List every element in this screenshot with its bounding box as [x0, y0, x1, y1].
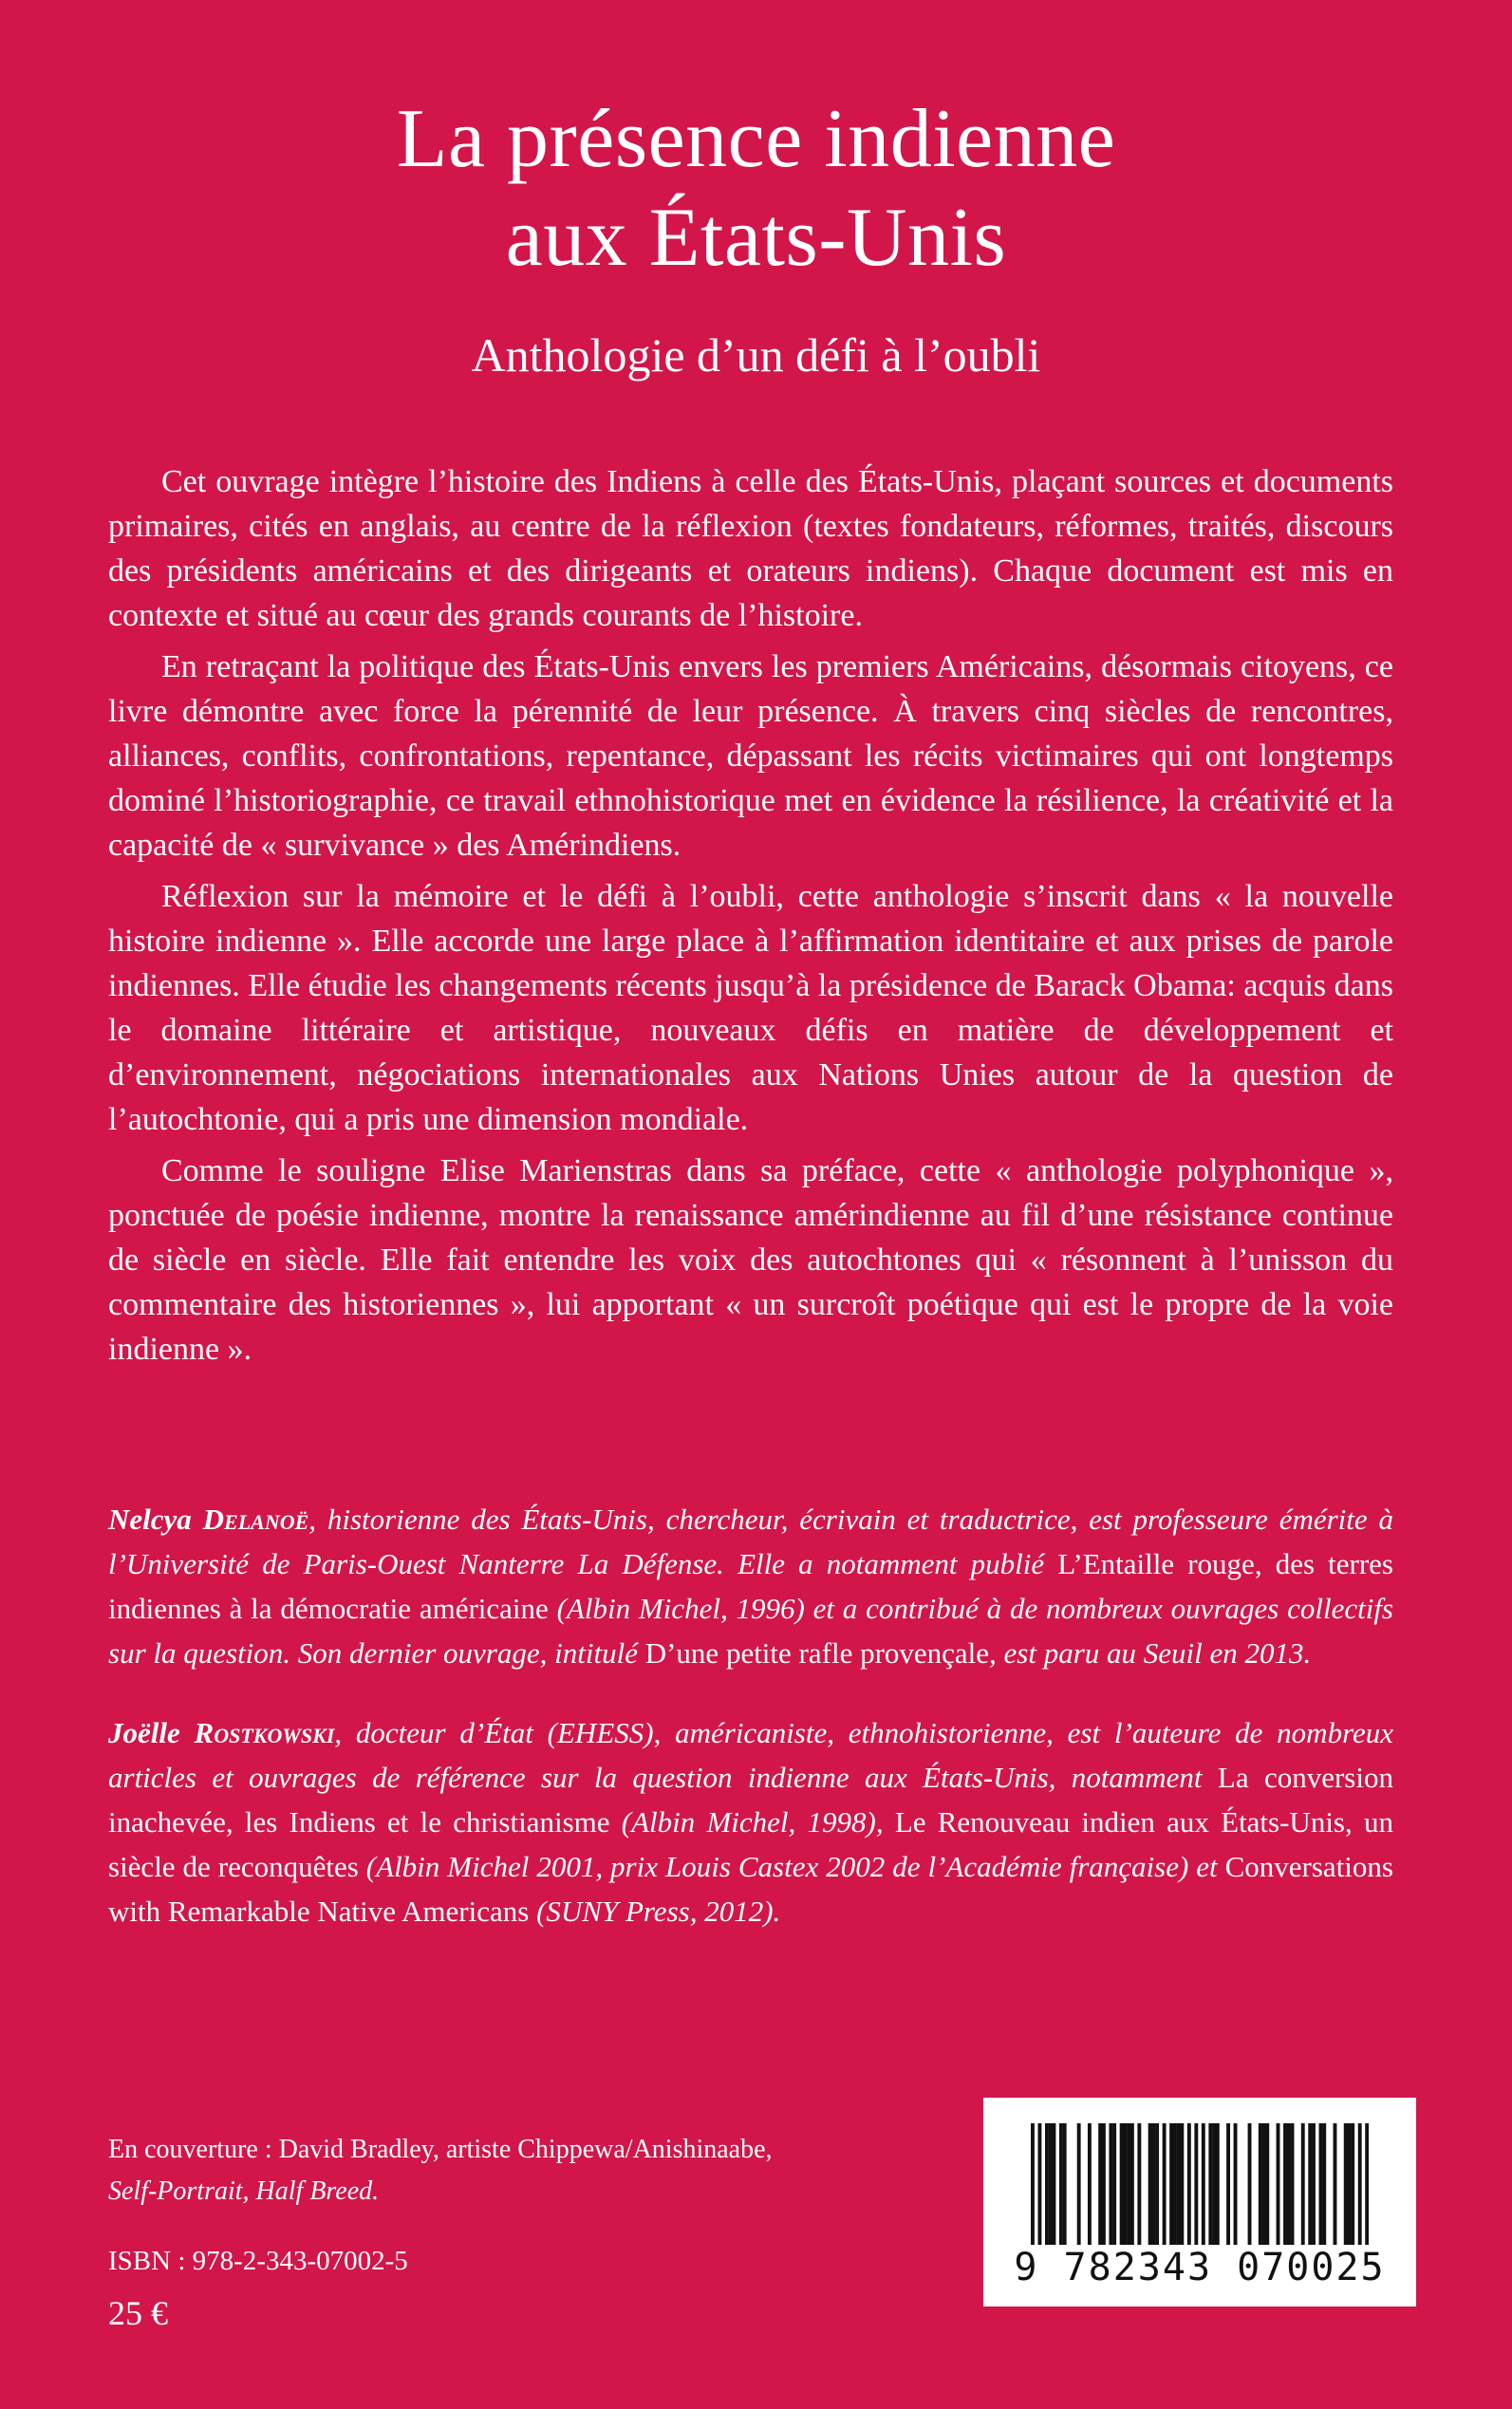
book-reference: Conversations with Remarkable Native Americans	[108, 1850, 1393, 1928]
bio-text: (SUNY Press, 2012).	[529, 1895, 781, 1928]
barcode-bar	[1155, 2123, 1159, 2245]
bio-text: , est paru au Seuil en 2013.	[989, 1636, 1312, 1670]
book-reference: L’Entaille rouge, des terres indiennes à la démocratie américaine	[108, 1547, 1393, 1625]
blurb-paragraph: Comme le souligne Elise Marienstras dans sa préface, cette « anthologie polyphonique », ponctuée de poésie indienne, montre la renaissance amérindienne au fil d’une résistance continue de siècle en siècle. Elle fait entendre les voix des autochtones qui « résonnent à l’unisson du commentaire des historiennes », lui apportant « un surcroît poétique qui est le propre de la voie indienne ».	[108, 1153, 1393, 1367]
barcode-bar	[1049, 2123, 1053, 2245]
author-last-name: Delanoë	[202, 1503, 309, 1536]
barcode-bar	[1248, 2123, 1252, 2245]
book-reference: Le Renouveau indien aux États-Unis, un siècle de reconquêtes	[108, 1805, 1393, 1883]
barcode-bar	[1163, 2123, 1167, 2245]
barcode-bar	[1127, 2123, 1130, 2245]
barcode-panel	[983, 2098, 1416, 2306]
barcode-bar	[1202, 2123, 1205, 2245]
barcode-bar	[1265, 2123, 1269, 2245]
barcode-bar	[1112, 2123, 1116, 2245]
title-line-2: aux États-Unis	[505, 192, 1007, 284]
barcode-bar	[1226, 2123, 1230, 2245]
barcode-bar	[1177, 2123, 1181, 2245]
barcode-bar	[1291, 2123, 1295, 2245]
isbn: ISBN : 978-2-343-07002-5	[108, 2246, 408, 2276]
barcode-bar	[1098, 2123, 1102, 2245]
barcode-bar	[1234, 2123, 1238, 2245]
blurb	[108, 459, 1393, 1378]
cover-credit-line: En couverture : David Bradley, artiste Chippewa/Anishinaabe,	[108, 2135, 773, 2164]
barcode-bar	[1194, 2123, 1198, 2245]
barcode-bar	[1283, 2123, 1287, 2245]
bio-text: , docteur d’État (EHESS), américaniste, ethnohistorienne, est l’auteure de nombreux articles et ouvrages de référence sur la question indienne aux États-Unis, notamment	[108, 1716, 1394, 1794]
barcode-bar	[1120, 2123, 1124, 2245]
barcode-bar	[1130, 2123, 1134, 2245]
barcode-bar	[1180, 2123, 1184, 2245]
barcode-bar	[1212, 2123, 1216, 2245]
barcode-bar	[1301, 2123, 1305, 2245]
blurb-paragraph: En retraçant la politique des États-Unis envers les premiers Américains, désormais citoyens, ce livre démontre avec force la pérennité de leur présence. À travers cinq siècles de rencontres, alliances, conflits, confrontations, repentance, dépassant les récits victimaires qui ont longtemps dominé l’historiographie, ce travail ethnohistorique met en évidence la résilience, la créativité et la capacité de « survivance » des Amérindiens.	[108, 649, 1393, 863]
blurb-paragraph: Réflexion sur la mémoire et le défi à l’oubli, cette anthologie s’inscrit dans « la nouvelle histoire indienne ». Elle accorde une large place à l’affirmation identitaire et aux prises de parole indiennes. Elle étudie les changements récents jusqu’à la présidence de Barack Obama: acquis dans le domaine littéraire et artistique, nouveaux défis en matière de développement et d’environnement, négociations internationales aux Nations Unies autour de la question de l’autochtonie, qui a pris une dimension mondiale.	[108, 879, 1393, 1137]
barcode-bar	[1169, 2123, 1173, 2245]
book-subtitle: Anthologie d’un défi à l’oubli	[471, 328, 1041, 382]
title-line-1: La présence indienne	[396, 93, 1116, 185]
barcode-bar	[1287, 2123, 1291, 2245]
barcode-bars	[1031, 2123, 1369, 2245]
barcode-bar	[1052, 2123, 1055, 2245]
barcode-bar	[1037, 2123, 1041, 2245]
barcode-bar	[1312, 2123, 1316, 2245]
bio-text: (Albin Michel, 1998),	[609, 1805, 895, 1839]
barcode-bar	[1308, 2123, 1312, 2245]
barcode-number: 9 782343 070025	[1014, 2246, 1386, 2289]
barcode-bar	[1137, 2123, 1141, 2245]
barcode-bar	[1109, 2123, 1112, 2245]
price: 25 €	[108, 2294, 168, 2332]
cover-artwork-title	[108, 2171, 773, 2213]
barcode-bar	[1059, 2123, 1063, 2245]
author-bio-rostkowski	[108, 1710, 1393, 1933]
barcode-bar	[1277, 2123, 1280, 2245]
barcode-bar	[1319, 2123, 1323, 2245]
barcode-bar	[1045, 2123, 1049, 2245]
cover-credit	[108, 2129, 773, 2213]
barcode-bar	[1063, 2123, 1067, 2245]
barcode-bar	[1348, 2123, 1352, 2245]
barcode-bar	[1259, 2123, 1262, 2245]
bio-text: (Albin Michel, 1996) et a contribué à de nombreux ouvrages collectifs sur la question. Son dernier ouvrage, intitulé	[108, 1592, 1393, 1670]
artwork-title: Self-Portrait, Half Breed.	[108, 2176, 380, 2206]
bio-text: , historienne des États-Unis, chercheur, écrivain et traductrice, est professeure émérite à l’Université de Paris-Ouest Nanterre La Défense. Elle a notamment publié	[108, 1503, 1394, 1580]
barcode-bar	[1102, 2123, 1106, 2245]
author-first-name: Joëlle	[108, 1716, 180, 1749]
blurb-paragraph: Cet ouvrage intègre l’histoire des Indiens à celle des États-Unis, plaçant sources et documents primaires, cités en anglais, au centre de la réflexion (textes fondateurs, réformes, traités, discours des présidents américains et des dirigeants et orateurs indiens). Chaque document est mis en contexte et situé au cœur des grands courants de l’histoire.	[108, 464, 1393, 633]
barcode-bar	[1148, 2123, 1152, 2245]
barcode-bar	[1077, 2123, 1081, 2245]
bio-text: (Albin Michel 2001, prix Louis Castex 2002 de l’Académie française) et	[358, 1850, 1225, 1883]
barcode-bar	[1334, 2123, 1337, 2245]
barcode-bar	[1365, 2123, 1369, 2245]
book-reference: La conversion inachevée, les Indiens et le christianisme	[108, 1761, 1393, 1839]
barcode-bar	[1358, 2123, 1362, 2245]
author-last-name: Rostkowski	[194, 1716, 335, 1749]
barcode-bar	[1351, 2123, 1354, 2245]
author-bio-delanoe	[108, 1497, 1393, 1675]
barcode-bar	[1151, 2123, 1155, 2245]
barcode-bar	[1031, 2123, 1035, 2245]
barcode-bar	[1344, 2123, 1348, 2245]
barcode-bar	[1173, 2123, 1177, 2245]
author-first-name: Nelcya	[108, 1503, 192, 1536]
barcode-bar	[1216, 2123, 1220, 2245]
barcode-bar	[1187, 2123, 1191, 2245]
book-title	[0, 90, 1512, 288]
barcode-bar	[1088, 2123, 1092, 2245]
barcode-bar	[1208, 2123, 1212, 2245]
barcode-bar	[1123, 2123, 1127, 2245]
book-reference: D’une petite rafle provençale	[644, 1636, 990, 1670]
barcode-bar	[1262, 2123, 1266, 2245]
barcode-bar	[1322, 2123, 1326, 2245]
